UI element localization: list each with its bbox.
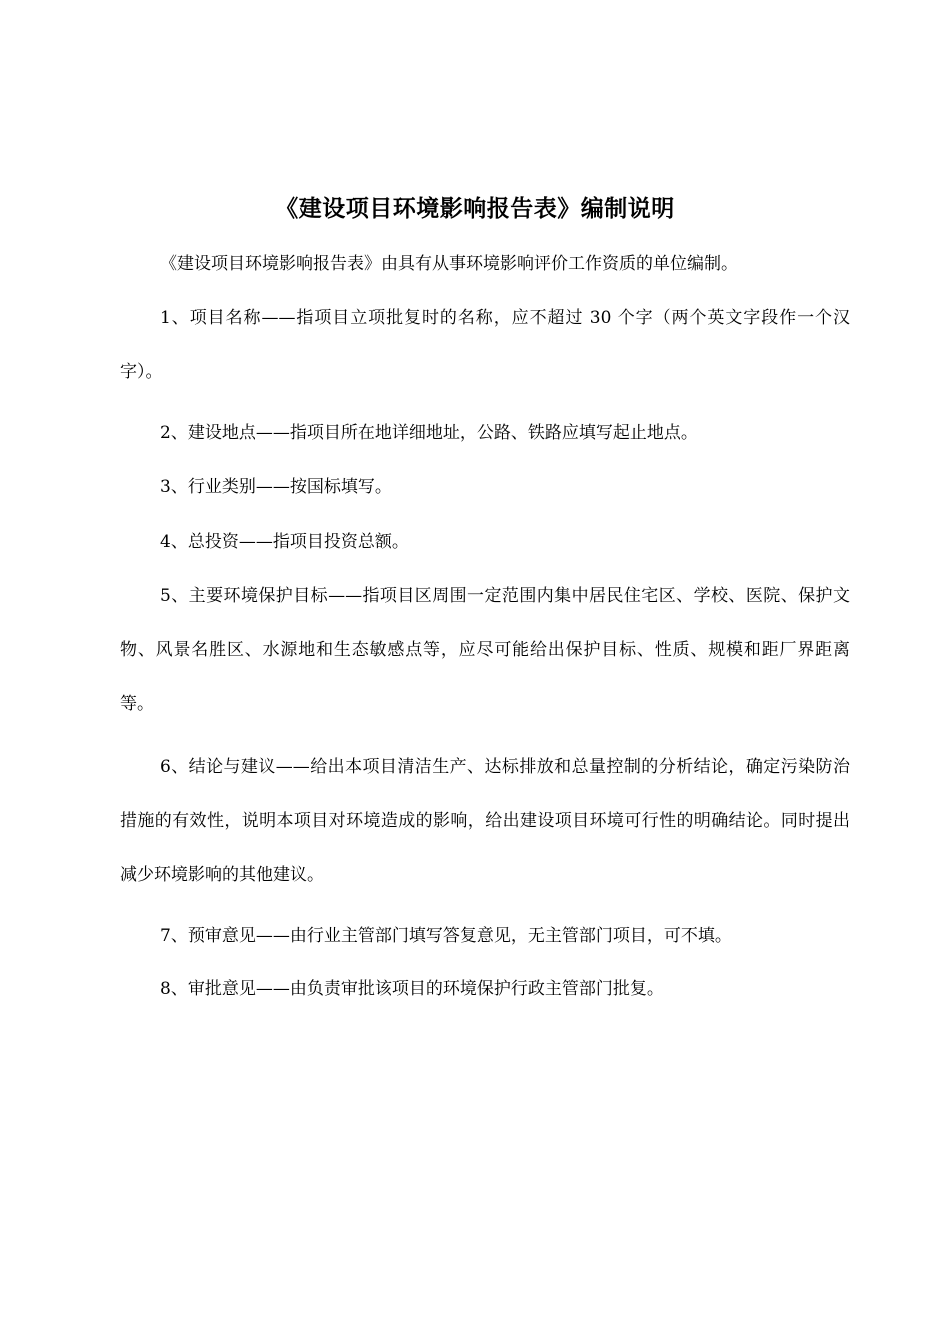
item-approval: 8、审批意见——由负责审批该项目的环境保护行政主管部门批复。 xyxy=(160,979,664,999)
page-title: 《建设项目环境影响报告表》编制说明 xyxy=(275,195,675,222)
item-construction-site: 2、建设地点——指项目所在地详细地址，公路、铁路应填写起止地点。 xyxy=(160,423,698,443)
item-pre-review: 7、预审意见——由行业主管部门填写答复意见，无主管部门项目，可不填。 xyxy=(160,926,732,946)
item-industry-category: 3、行业类别——按国标填写。 xyxy=(160,477,392,497)
intro-paragraph: 《建设项目环境影响报告表》由具有从事环境影响评价工作资质的单位编制。 xyxy=(160,254,738,274)
item-project-name: 1、项目名称——指项目立项批复时的名称，应不超过 30 个字（两个英文字段作一个汉字）。 xyxy=(120,308,850,382)
item-conclusions: 6、结论与建议——给出本项目清洁生产、达标排放和总量控制的分析结论，确定污染防治措施的有效性，说明本项目对环境造成的影响，给出建设项目环境可行性的明确结论。同时提出减少环境影响的其他建议。 xyxy=(120,757,850,885)
item-total-investment: 4、总投资——指项目投资总额。 xyxy=(160,532,409,552)
item-protection-targets: 5、主要环境保护目标——指项目区周围一定范围内集中居民住宅区、学校、医院、保护文物、风景名胜区、水源地和生态敏感点等，应尽可能给出保护目标、性质、规模和距厂界距离等。 xyxy=(120,586,850,714)
